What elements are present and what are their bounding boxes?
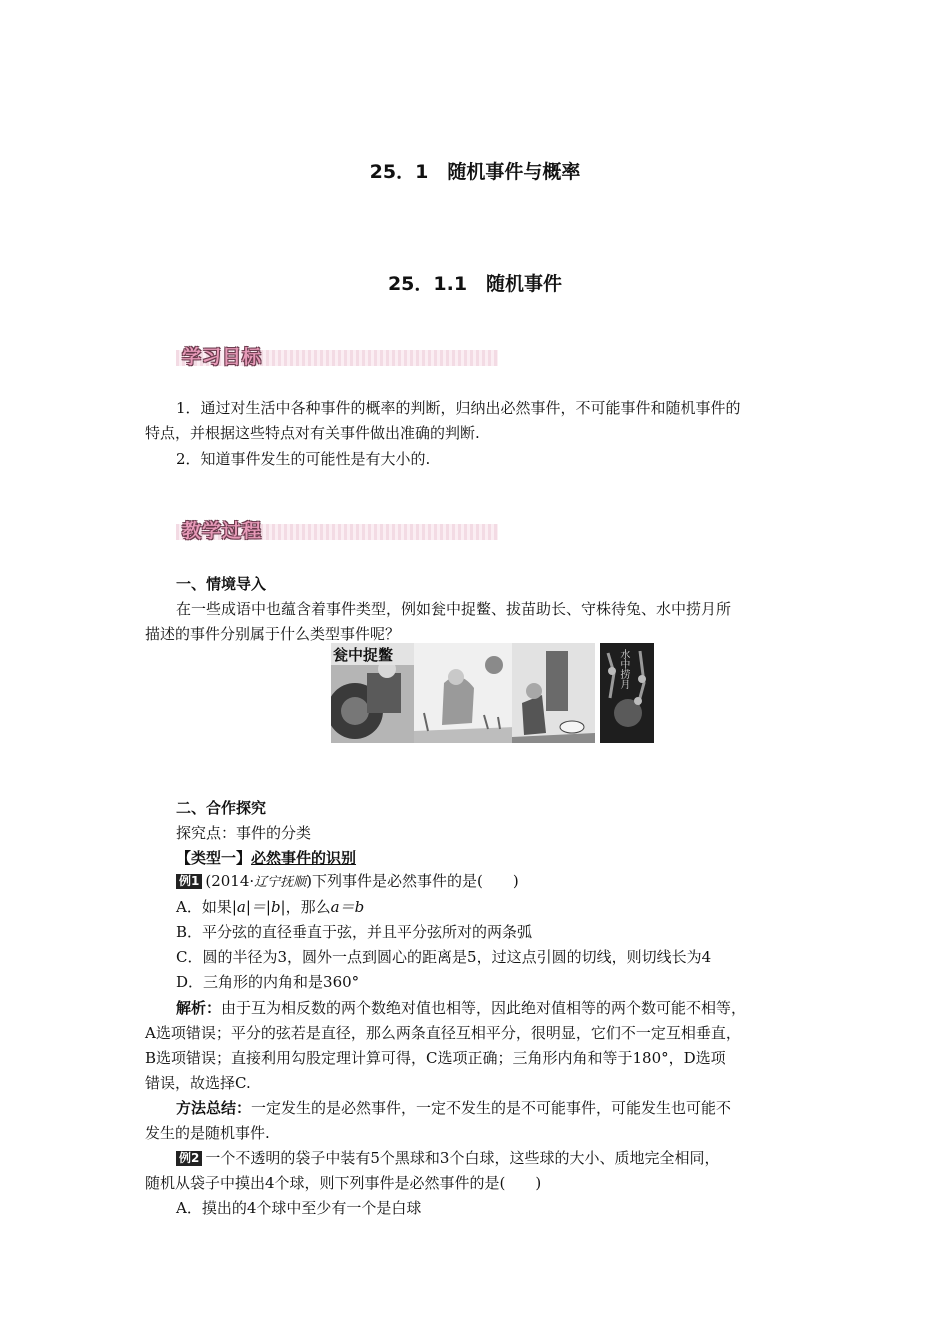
option-a-formula: |a|＝|b| — [231, 898, 286, 916]
idiom-caption-1: 瓮中捉鳖 — [333, 646, 394, 664]
option-c: C．圆的半径为3，圆外一点到圆心的距离是5，过这点引圆的切线，则切线长为4 — [176, 948, 712, 966]
analysis-text: 由于互为相反数的两个数绝对值也相等，因此绝对值相等的两个数可能不相等， — [221, 999, 747, 1017]
option-a-mid: ，那么 — [285, 898, 331, 916]
banner-learning-goals — [176, 344, 498, 370]
summary-line-1 — [176, 1097, 731, 1118]
idiom-image-strip — [331, 643, 654, 743]
option-a-formula-2: a＝b — [330, 898, 365, 916]
option-a — [176, 896, 364, 917]
source-place: 辽宁抚顺 — [254, 875, 307, 890]
analysis-line-4: 错误，故选择C. — [145, 1074, 251, 1092]
section2-heading: 二、合作探究 — [176, 799, 267, 817]
source-prefix: (2014· — [205, 872, 255, 890]
explore-point: 探究点：事件的分类 — [176, 824, 312, 842]
analysis-label: 解析： — [176, 999, 222, 1017]
example-2-option-a: A．摸出的4个球中至少有一个是白球 — [176, 1199, 422, 1217]
goal-1-line-1: 1．通过对生活中各种事件的概率的判断，归纳出必然事件，不可能事件和随机事件的 — [176, 399, 741, 417]
idiom-illustration-icon — [414, 643, 512, 743]
summary-label: 方法总结： — [176, 1099, 252, 1117]
example-2-line-1 — [176, 1147, 719, 1168]
section-title: 25．1.1 随机事件 — [387, 273, 563, 295]
example-2-badge: 例2 — [176, 1151, 202, 1166]
idiom-illustration-icon — [512, 643, 595, 743]
example-2-line-2: 随机从袋子中摸出4个球，则下列事件是必然事件的是( ) — [145, 1174, 542, 1192]
intro-line-2: 描述的事件分别属于什么类型事件呢？ — [145, 625, 401, 643]
option-a-prefix: A．如果 — [176, 898, 232, 916]
question-text: )下列事件是必然事件的是( ) — [306, 872, 519, 890]
summary-line-2: 发生的是随机事件. — [145, 1124, 270, 1142]
goal-1-line-2: 特点，并根据这些特点对有关事件做出准确的判断. — [145, 424, 480, 442]
analysis-line-1 — [176, 997, 746, 1018]
goal-2: 2．知道事件发生的可能性是有大小的. — [176, 450, 431, 468]
example-1-badge: 例1 — [176, 874, 202, 889]
page-title: 25．1 随机事件与概率 — [369, 161, 581, 183]
type1-title: 必然事件的识别 — [251, 849, 357, 867]
example-2-text: 一个不透明的袋子中装有5个黑球和3个白球，这些球的大小、质地完全相同， — [205, 1149, 720, 1167]
option-d: D．三角形的内角和是360° — [176, 973, 360, 991]
type1-heading — [176, 847, 356, 868]
analysis-line-3: B选项错误；直接利用勾股定理计算可得，C选项正确；三角形内角和等于180°，D选项 — [145, 1049, 726, 1067]
banner-teaching-process — [176, 518, 498, 544]
idiom-illustration-icon — [600, 643, 654, 743]
summary-text: 一定发生的是必然事件，一定不发生的是不可能事件，可能发生也可能不 — [251, 1099, 732, 1117]
analysis-line-2: A选项错误；平分的弦若是直径，那么两条直径互相平分，很明显，它们不一定互相垂直， — [145, 1024, 741, 1042]
section1-heading: 一、情境导入 — [176, 575, 267, 593]
idiom-illustration-icon — [331, 643, 414, 743]
idiom-caption-4: 水中捞月 — [617, 649, 629, 689]
type1-bracket: 【类型一】 — [176, 849, 252, 867]
intro-line-1: 在一些成语中也蕴含着事件类型，例如瓮中捉鳖、拔苗助长、守株待兔、水中捞月所 — [176, 600, 732, 618]
option-b: B．平分弦的直径垂直于弦，并且平分弦所对的两条弧 — [176, 923, 533, 941]
banner-label: 学习目标 — [182, 346, 263, 368]
banner-label: 教学过程 — [182, 520, 263, 542]
example-1-question — [176, 870, 519, 891]
